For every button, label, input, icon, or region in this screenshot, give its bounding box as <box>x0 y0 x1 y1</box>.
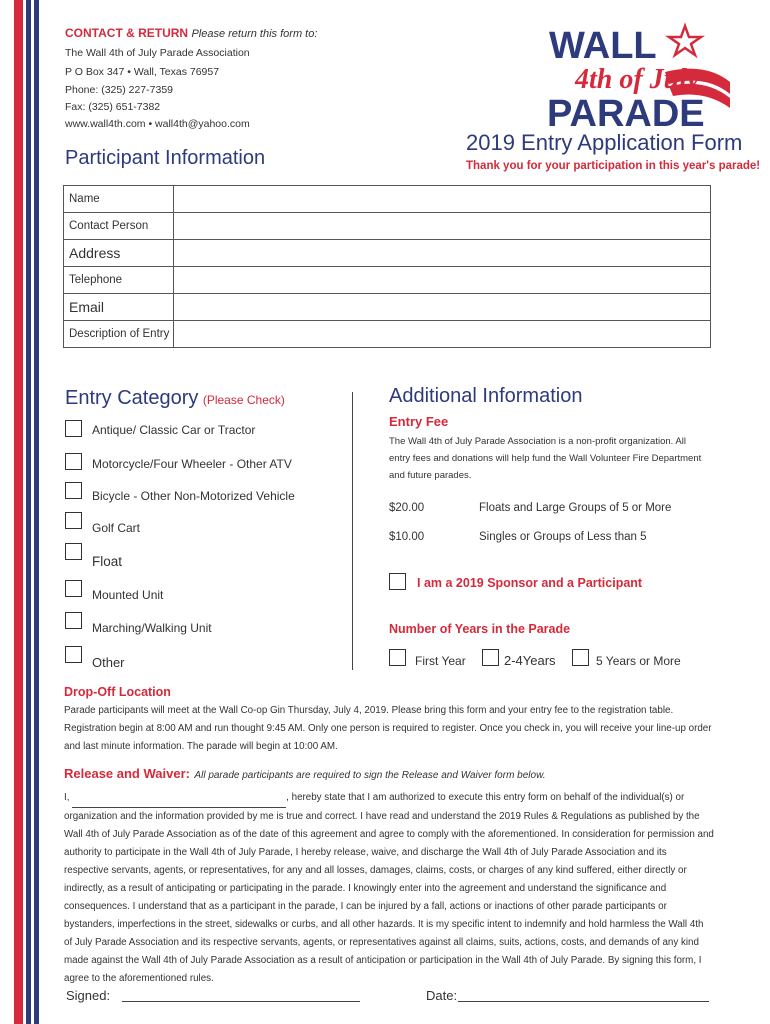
release-lead: I, <box>64 792 73 803</box>
field-label: Telephone <box>64 267 174 294</box>
signature-field[interactable] <box>122 1000 360 1002</box>
category-label: Float <box>92 554 123 569</box>
sponsor-checkbox[interactable] <box>389 573 406 590</box>
contact-line: Fax: (325) 651-7382 <box>65 101 161 113</box>
contact-line: P O Box 347 • Wall, Texas 76957 <box>65 66 220 78</box>
years-label: 2-4Years <box>504 653 556 668</box>
fee-heading: Entry Fee <box>389 414 449 429</box>
category-checkbox[interactable] <box>65 482 82 499</box>
category-heading: Entry Category <box>65 387 199 409</box>
fee-note: The Wall 4th of July Parade Association is a non-profit organization. All entry fees and donations will help fund the Wall Volunteer Fire Department and future parades. <box>389 436 702 481</box>
category-checkbox[interactable] <box>65 612 82 629</box>
table-row <box>64 213 711 240</box>
category-label: Other <box>92 655 125 670</box>
release-heading-line <box>64 765 546 783</box>
category-label: Golf Cart <box>92 521 141 535</box>
logo-line1: WALL <box>549 25 657 67</box>
category-checkbox[interactable] <box>65 646 82 663</box>
contact-note: Please return this form to: <box>191 28 318 40</box>
category-label: Antique/ Classic Car or Tractor <box>92 423 256 437</box>
participant-heading: Participant Information <box>65 147 266 169</box>
date-field[interactable] <box>458 1000 709 1002</box>
field-label: Address <box>64 240 174 267</box>
fee-amount: $20.00 <box>389 502 425 514</box>
category-heading-line <box>65 387 285 410</box>
years-checkbox[interactable] <box>389 649 406 666</box>
column-divider <box>352 392 353 670</box>
contact-heading-line <box>65 26 317 40</box>
contact-person-field[interactable] <box>174 213 711 240</box>
dropoff-text: Parade participants will meet at the Wall Co-op Gin Thursday, July 4, 2019. Please bring this form and your entry fee to the registration table. Registration begin at 8:00 AM and run thought 9:45 AM. Only one person is required to register. Once you check in, you will receive your line-up order and last minute information. The parade will begin at 10:00 AM. <box>64 705 712 752</box>
blue-stripe <box>26 0 31 1024</box>
release-heading: Release and Waiver: <box>64 766 190 781</box>
years-checkbox[interactable] <box>572 649 589 666</box>
contact-line: The Wall 4th of July Parade Association <box>65 47 250 59</box>
years-label: 5 Years or More <box>596 654 681 668</box>
red-stripe <box>14 0 23 1024</box>
form-title: 2019 Entry Application Form <box>466 130 743 155</box>
address-field[interactable] <box>174 240 711 267</box>
category-note: (Please Check) <box>202 393 285 407</box>
parade-logo <box>545 22 730 132</box>
years-label: First Year <box>415 654 466 668</box>
logo-line2: 4th of July <box>575 64 700 95</box>
contact-line: Phone: (325) 227-7359 <box>65 84 173 96</box>
blue-stripe-2 <box>34 0 39 1024</box>
table-row <box>64 267 711 294</box>
category-label: Marching/Walking Unit <box>92 621 212 635</box>
table-row <box>64 294 711 321</box>
date-label: Date: <box>426 988 458 1003</box>
table-row <box>64 186 711 213</box>
sponsor-label: I am a 2019 Sponsor and a Participant <box>417 576 643 590</box>
category-checkbox[interactable] <box>65 543 82 560</box>
release-note: All parade participants are required to sign the Release and Waiver form below. <box>194 770 546 781</box>
email-field[interactable] <box>174 294 711 321</box>
category-checkbox[interactable] <box>65 580 82 597</box>
field-label: Name <box>64 186 174 213</box>
thanks-text: Thank you for your participation in this year's parade! <box>466 160 761 172</box>
table-row <box>64 240 711 267</box>
release-paragraph <box>64 789 714 988</box>
category-checkbox[interactable] <box>65 512 82 529</box>
signed-label: Signed: <box>66 988 111 1003</box>
table-row <box>64 321 711 348</box>
name-blank-field[interactable] <box>72 789 286 808</box>
contact-line: www.wall4th.com • wall4th@yahoo.com <box>65 118 250 130</box>
telephone-field[interactable] <box>174 267 711 294</box>
years-checkbox[interactable] <box>482 649 499 666</box>
fee-desc: Singles or Groups of Less than 5 <box>479 531 647 543</box>
years-heading: Number of Years in the Parade <box>389 622 571 636</box>
category-checkbox[interactable] <box>65 420 82 437</box>
name-field[interactable] <box>174 186 711 213</box>
category-checkbox[interactable] <box>65 453 82 470</box>
dropoff-heading: Drop-Off Location <box>64 685 171 699</box>
logo-line3: PARADE <box>547 93 705 132</box>
additional-heading: Additional Information <box>389 385 583 407</box>
category-label: Bicycle - Other Non-Motorized Vehicle <box>92 489 295 503</box>
field-label: Contact Person <box>64 213 174 240</box>
category-label: Mounted Unit <box>92 588 164 602</box>
participant-table <box>63 185 711 348</box>
fee-desc: Floats and Large Groups of 5 or More <box>479 502 672 514</box>
release-text: , hereby state that I am authorized to execute this entry form on behalf of the individual(s) or organization and the information provided by me is true and correct. I have read and understand the 2019 Rules & Regulations as published by the Wall 4th of July Parade Association as of the date of this agreement and agree to comply with the aforementioned. In consideration for permission and authority to participate in the Wall 4th of July Parade, I hereby release, waive, and discharge the Wall 4th of July Parade Association and its respective servants, agents, or representatives, for any and all losses, damages, claims, costs, or charges of any kind suffered, either directly or indirectly, as a result of anticipating or participating in the parade. I knowingly enter into the agreement and understand the significance and consequences. I understand that as a participant in the parade, I can be injured by a fall, actions or inactions of other parade participants or bystanders, imperfections in the street, sidewalks or curbs, and all other hazards. It is my specific intent to indemnify and hold harmless the Wall 4th of July Parade Association and its respective servants, agents, or representatives against all claims, suits, actions, costs, and demands of any kind made against the Wall 4th of July Parade Association as a result of anticipation or participation in the Wall 4th of July Parade. By signing this form, I agree to the aforementioned rules. <box>64 792 714 984</box>
field-label: Description of Entry <box>64 321 174 348</box>
field-label: Email <box>64 294 174 321</box>
category-label: Motorcycle/Four Wheeler - Other ATV <box>92 457 292 471</box>
description-field[interactable] <box>174 321 711 348</box>
fee-amount: $10.00 <box>389 531 425 543</box>
contact-heading: CONTACT & RETURN <box>65 26 189 40</box>
